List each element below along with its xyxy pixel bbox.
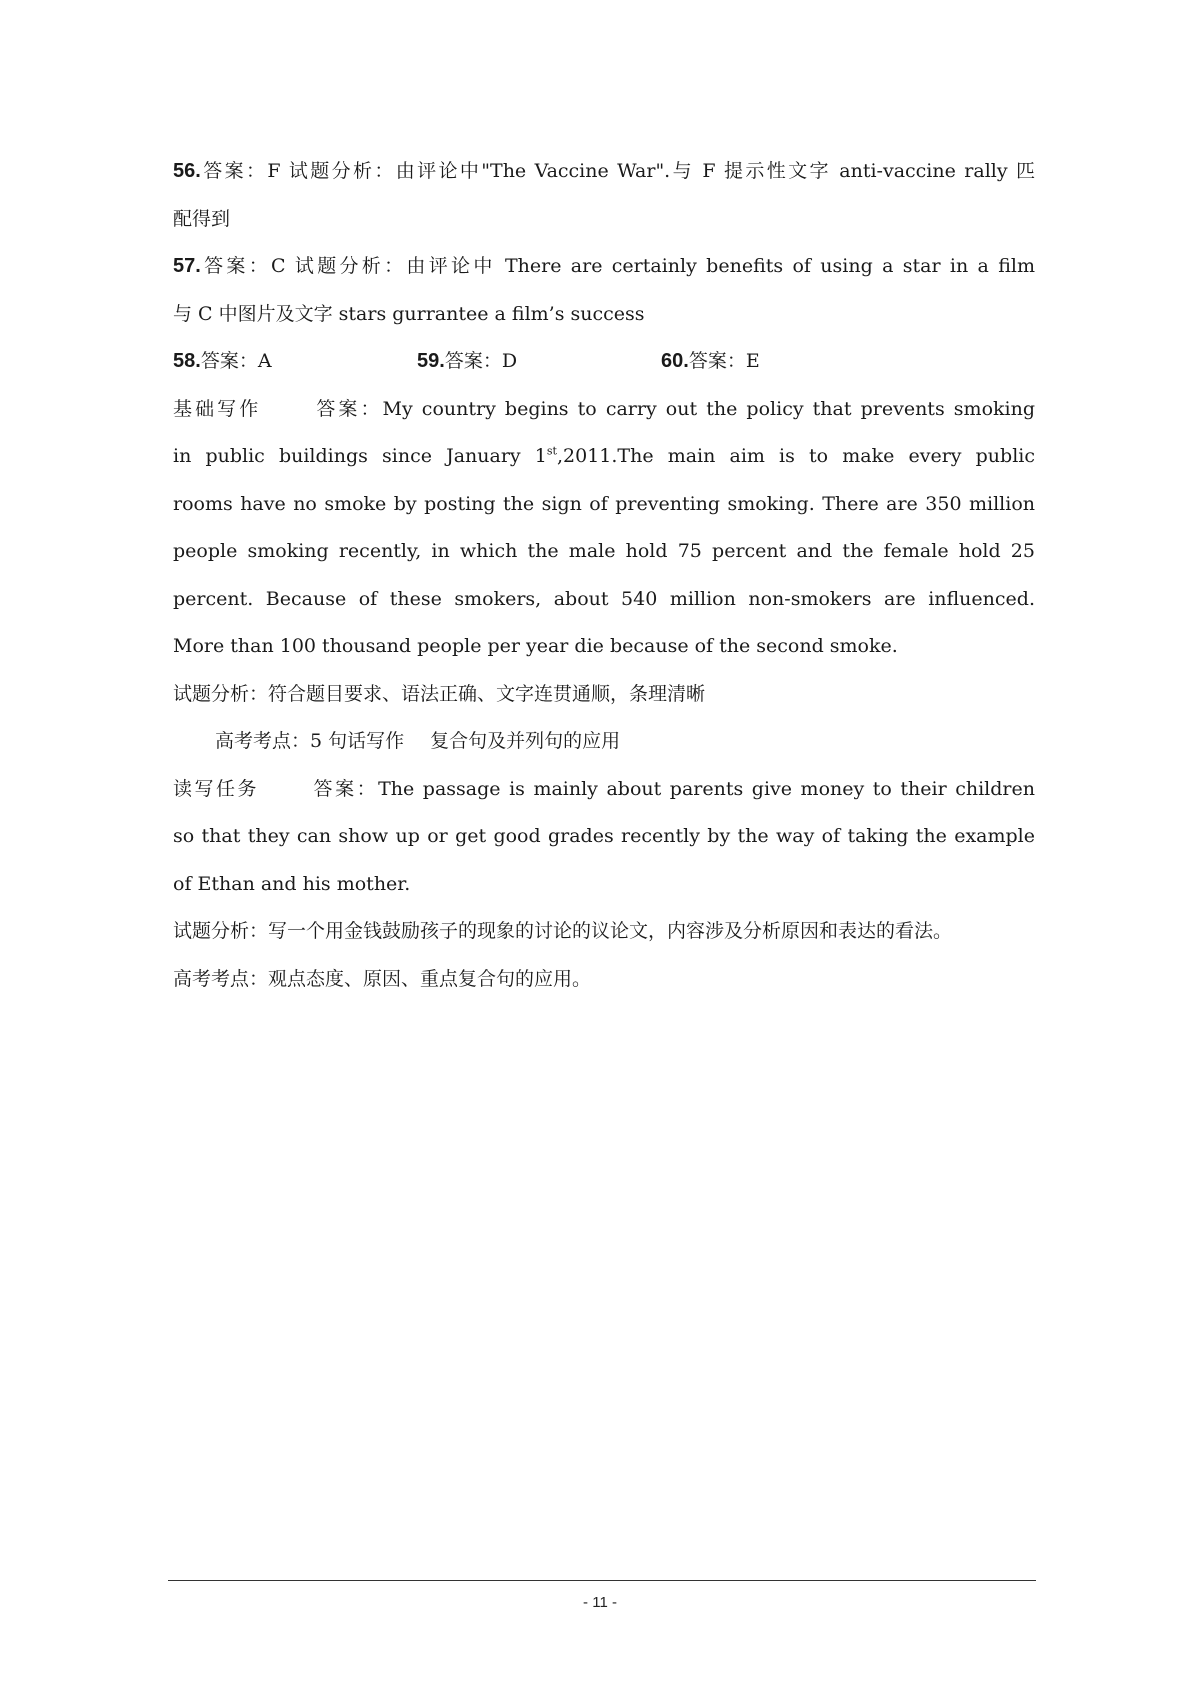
read-write-line-1 xyxy=(173,766,1035,814)
read-write-analysis: 试题分析：写一个用金钱鼓励孩子的现象的讨论的议论文，内容涉及分析原因和表达的看法。 xyxy=(173,920,953,942)
q60-number: 60. xyxy=(661,350,689,372)
q59 xyxy=(417,338,661,386)
q59-answer: 答案：D xyxy=(444,350,518,372)
basic-writing-line-5: percent. Because of these smokers, about 540 million non-smokers are influenced. xyxy=(173,587,1035,610)
basic-writing-line-4: people smoking recently, in which the male hold 75 percent and the female hold 25 xyxy=(173,540,1035,562)
read-write-line-3: of Ethan and his mother. xyxy=(173,872,411,895)
basic-writing-answer-2b: ,2011.The main aim is to make every public xyxy=(556,445,1035,467)
basic-writing-answer-1: 答案：My country begins to carry out the policy that prevents smoking xyxy=(313,397,1035,420)
basic-writing-exam-point xyxy=(173,718,1035,766)
date-superscript: st xyxy=(546,444,557,458)
page-number: - 11 - xyxy=(583,1594,617,1611)
read-write-answer-1: 答案：The passage is mainly about parents give money to their children xyxy=(311,777,1035,800)
q58-60-line xyxy=(173,338,1035,386)
q57-line-1 xyxy=(173,243,1035,291)
q58-number: 58. xyxy=(173,350,201,372)
q59-number: 59. xyxy=(417,350,445,372)
q58 xyxy=(173,338,417,386)
q60-answer: 答案：E xyxy=(688,350,760,372)
q56-number: 56. xyxy=(173,160,201,182)
read-write-exam-point: 高考考点：观点态度、原因、重点复合句的应用。 xyxy=(173,967,592,990)
q57-line-2: 与 C 中图片及文字 stars gurrantee a film’s success xyxy=(173,302,645,325)
q56-answer: 答案：F 试题分析：由评论中"The Vaccine War".与 F 提示性文字 anti-vaccine rally 匹 xyxy=(200,160,1035,182)
q56-line-1 xyxy=(173,148,1035,196)
q58-answer: 答案：A xyxy=(200,350,272,372)
q57-answer: 答案：C 试题分析：由评论中 There are certainly benefits of using a star in a film xyxy=(200,255,1035,277)
read-write-line-2: so that they can show up or get good grades recently by the way of taking the example xyxy=(173,825,1035,847)
exam-point-detail: 复合句及并列句的应用 xyxy=(430,730,621,752)
q60 xyxy=(661,338,760,386)
basic-writing-heading: 基础写作 xyxy=(173,397,262,420)
basic-writing-line-3: rooms have no smoke by posting the sign of preventing smoking. There are 350 million xyxy=(173,492,1035,515)
read-write-heading: 读写任务 xyxy=(173,777,260,800)
footer-divider xyxy=(168,1580,1036,1581)
q56-line-2: 配得到 xyxy=(173,207,231,230)
answer-key-content xyxy=(173,148,1035,1003)
basic-writing-line-2 xyxy=(173,433,1035,481)
basic-writing-answer-2a: in public buildings since January 1 xyxy=(173,445,547,467)
basic-writing-line-6: More than 100 thousand people per year die because of the second smoke. xyxy=(173,635,898,657)
basic-writing-line-1 xyxy=(173,386,1035,434)
q57-number: 57. xyxy=(173,255,201,277)
basic-writing-analysis: 试题分析：符合题目要求、语法正确、文字连贯通顺，条理清晰 xyxy=(173,682,706,705)
exam-point-label: 高考考点：5 句话写作 xyxy=(215,730,405,752)
